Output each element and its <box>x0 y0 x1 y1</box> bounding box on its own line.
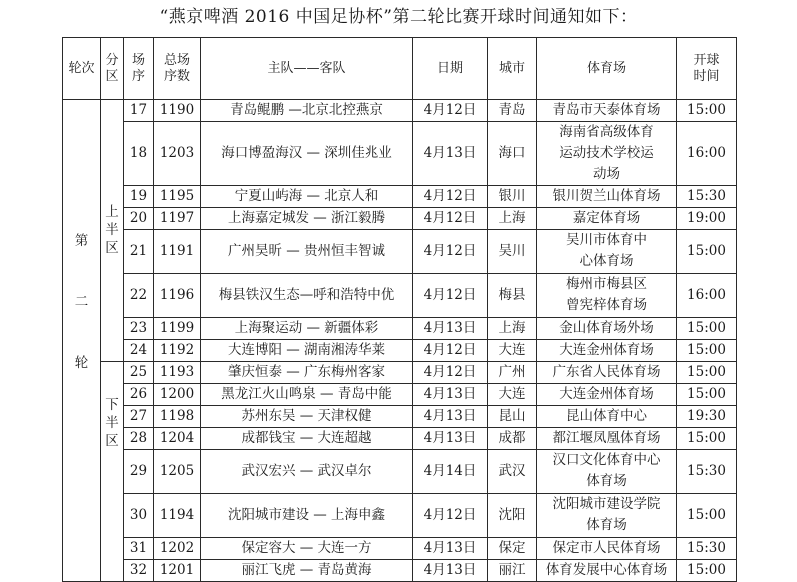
city: 昆山 <box>488 405 537 427</box>
total-no: 1203 <box>154 122 201 186</box>
kickoff-time: 15:30 <box>677 185 737 207</box>
teams: 上海聚运动 — 新疆体彩 <box>201 317 413 339</box>
teams: 苏州东吴 — 天津权健 <box>201 405 413 427</box>
city: 广州 <box>488 361 537 383</box>
stadium: 吴川市体育中心体育场 <box>537 229 677 273</box>
teams: 丽江飞虎 — 青岛黄海 <box>201 559 413 581</box>
teams: 沈阳城市建设 — 上海申鑫 <box>201 493 413 537</box>
kickoff-schedule-table <box>62 37 737 582</box>
date: 4月12日 <box>413 493 488 537</box>
match-no: 21 <box>124 229 154 273</box>
kickoff-time: 15:00 <box>677 339 737 361</box>
stadium: 金山体育场外场 <box>537 317 677 339</box>
table-row <box>63 317 737 339</box>
match-no: 22 <box>124 273 154 317</box>
kickoff-time: 15:00 <box>677 317 737 339</box>
date: 4月13日 <box>413 537 488 559</box>
kickoff-time: 19:30 <box>677 405 737 427</box>
teams: 大连博阳 — 湖南湘涛华莱 <box>201 339 413 361</box>
stadium: 保定市人民体育场 <box>537 537 677 559</box>
city: 银川 <box>488 185 537 207</box>
match-no: 18 <box>124 122 154 186</box>
city: 保定 <box>488 537 537 559</box>
date: 4月12日 <box>413 339 488 361</box>
total-no: 1202 <box>154 537 201 559</box>
total-no: 1190 <box>154 100 201 122</box>
table-row <box>63 383 737 405</box>
match-no: 28 <box>124 427 154 449</box>
stadium: 嘉定体育场 <box>537 207 677 229</box>
col-date: 日期 <box>413 38 488 100</box>
stadium: 海南省高级体育运动技术学校运动场 <box>537 122 677 186</box>
stadium: 银川贺兰山体育场 <box>537 185 677 207</box>
total-no: 1205 <box>154 449 201 493</box>
total-no: 1200 <box>154 383 201 405</box>
match-no: 31 <box>124 537 154 559</box>
date: 4月13日 <box>413 559 488 581</box>
match-no: 26 <box>124 383 154 405</box>
total-no: 1197 <box>154 207 201 229</box>
date: 4月12日 <box>413 273 488 317</box>
teams: 青岛鲲鹏 —北京北控燕京 <box>201 100 413 122</box>
city: 丽江 <box>488 559 537 581</box>
city: 武汉 <box>488 449 537 493</box>
table-row <box>63 559 737 581</box>
kickoff-time: 16:00 <box>677 122 737 186</box>
table-row <box>63 493 737 537</box>
kickoff-time: 19:00 <box>677 207 737 229</box>
city: 沈阳 <box>488 493 537 537</box>
teams: 广州昊昕 — 贵州恒丰智诚 <box>201 229 413 273</box>
date: 4月12日 <box>413 100 488 122</box>
table-row <box>63 273 737 317</box>
table-row <box>63 449 737 493</box>
upper-half-cell: 上半区 <box>101 100 124 362</box>
city: 成都 <box>488 427 537 449</box>
total-no: 1204 <box>154 427 201 449</box>
city: 梅县 <box>488 273 537 317</box>
teams: 梅县铁汉生态—呼和浩特中优 <box>201 273 413 317</box>
total-no: 1191 <box>154 229 201 273</box>
match-no: 19 <box>124 185 154 207</box>
match-no: 17 <box>124 100 154 122</box>
teams: 宁夏山屿海 — 北京人和 <box>201 185 413 207</box>
match-no: 32 <box>124 559 154 581</box>
match-no: 30 <box>124 493 154 537</box>
date: 4月13日 <box>413 383 488 405</box>
kickoff-time: 15:00 <box>677 559 737 581</box>
table-row <box>63 122 737 186</box>
col-round: 轮次 <box>63 38 101 100</box>
table-row <box>63 427 737 449</box>
teams: 海口博盈海汉 — 深圳佳兆业 <box>201 122 413 186</box>
table-row <box>63 405 737 427</box>
total-no: 1193 <box>154 361 201 383</box>
match-no: 23 <box>124 317 154 339</box>
col-city: 城市 <box>488 38 537 100</box>
date: 4月12日 <box>413 207 488 229</box>
city: 上海 <box>488 207 537 229</box>
table-row <box>63 207 737 229</box>
date: 4月13日 <box>413 427 488 449</box>
date: 4月13日 <box>413 122 488 186</box>
match-no: 27 <box>124 405 154 427</box>
teams: 保定容大 — 大连一方 <box>201 537 413 559</box>
col-kickoff: 开球时间 <box>677 38 737 100</box>
total-no: 1201 <box>154 559 201 581</box>
header-row <box>63 38 737 100</box>
stadium: 汉口文化体育中心体育场 <box>537 449 677 493</box>
date: 4月14日 <box>413 449 488 493</box>
date: 4月13日 <box>413 405 488 427</box>
stadium: 青岛市天泰体育场 <box>537 100 677 122</box>
stadium: 大连金州体育场 <box>537 339 677 361</box>
stadium: 都江堰凤凰体育场 <box>537 427 677 449</box>
col-half: 分区 <box>101 38 124 100</box>
table-row <box>63 339 737 361</box>
city: 上海 <box>488 317 537 339</box>
teams: 武汉宏兴 — 武汉卓尔 <box>201 449 413 493</box>
kickoff-time: 15:00 <box>677 361 737 383</box>
kickoff-time: 15:30 <box>677 449 737 493</box>
match-no: 24 <box>124 339 154 361</box>
kickoff-time: 15:00 <box>677 229 737 273</box>
round-cell: 第二轮 <box>63 100 101 582</box>
total-no: 1195 <box>154 185 201 207</box>
total-no: 1192 <box>154 339 201 361</box>
table-row <box>63 361 737 383</box>
total-no: 1194 <box>154 493 201 537</box>
teams: 成都钱宝 — 大连超越 <box>201 427 413 449</box>
stadium: 沈阳城市建设学院体育场 <box>537 493 677 537</box>
col-match-no: 场序 <box>124 38 154 100</box>
date: 4月12日 <box>413 229 488 273</box>
teams: 肇庆恒泰 — 广东梅州客家 <box>201 361 413 383</box>
stadium: 广东省人民体育场 <box>537 361 677 383</box>
match-no: 29 <box>124 449 154 493</box>
city: 大连 <box>488 339 537 361</box>
kickoff-time: 15:00 <box>677 383 737 405</box>
stadium: 体育发展中心体育场 <box>537 559 677 581</box>
table-row <box>63 100 737 122</box>
kickoff-time: 15:00 <box>677 427 737 449</box>
match-no: 20 <box>124 207 154 229</box>
teams: 上海嘉定城发 — 浙江毅腾 <box>201 207 413 229</box>
kickoff-time: 15:00 <box>677 493 737 537</box>
stadium: 昆山体育中心 <box>537 405 677 427</box>
total-no: 1196 <box>154 273 201 317</box>
col-teams: 主队——客队 <box>201 38 413 100</box>
match-no: 25 <box>124 361 154 383</box>
date: 4月13日 <box>413 317 488 339</box>
kickoff-time: 15:30 <box>677 537 737 559</box>
date: 4月12日 <box>413 185 488 207</box>
stadium: 梅州市梅县区曾宪梓体育场 <box>537 273 677 317</box>
table-row <box>63 185 737 207</box>
notice-heading: “燕京啤酒 2016 中国足协杯”第二轮比赛开球时间通知如下： <box>159 7 638 27</box>
col-total-no: 总场序数 <box>154 38 201 100</box>
total-no: 1199 <box>154 317 201 339</box>
city: 青岛 <box>488 100 537 122</box>
city: 海口 <box>488 122 537 186</box>
teams: 黑龙江火山鸣泉 — 青岛中能 <box>201 383 413 405</box>
city: 大连 <box>488 383 537 405</box>
city: 吴川 <box>488 229 537 273</box>
table-row <box>63 229 737 273</box>
col-stadium: 体育场 <box>537 38 677 100</box>
kickoff-time: 16:00 <box>677 273 737 317</box>
stadium: 大连金州体育场 <box>537 383 677 405</box>
total-no: 1198 <box>154 405 201 427</box>
date: 4月12日 <box>413 361 488 383</box>
kickoff-time: 15:00 <box>677 100 737 122</box>
lower-half-cell: 下半区 <box>101 361 124 581</box>
